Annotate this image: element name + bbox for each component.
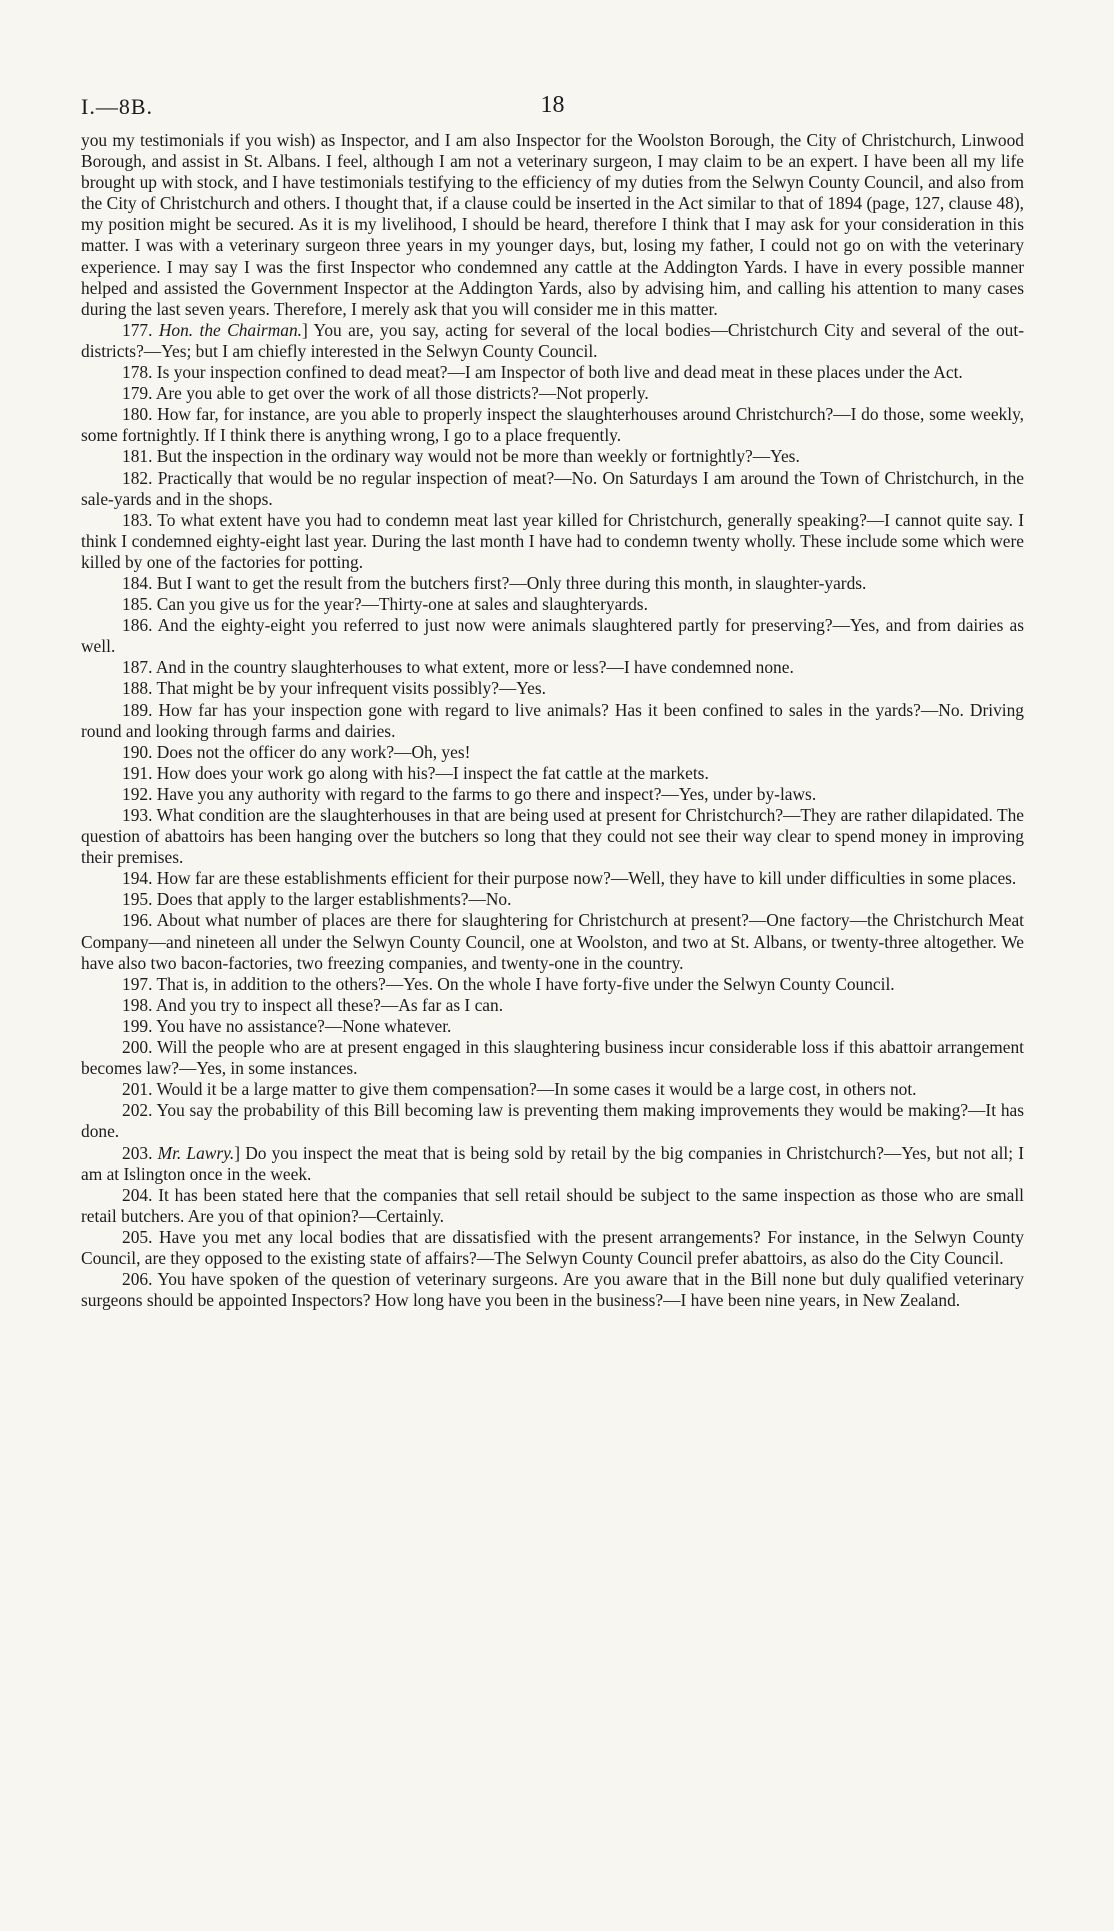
paragraph-text: 186. And the eighty-eight you referred to just now were animals slaughtered partly for preserving?—Yes, and from dairies as well. <box>81 615 1024 657</box>
paragraph-text: 192. Have you any authority with regard to the farms to go there and inspect?—Yes, under by-laws. <box>122 783 817 804</box>
question-paragraph <box>81 1185 1024 1227</box>
question-paragraph <box>81 700 1024 742</box>
question-paragraph <box>81 742 1024 763</box>
paragraph-text: ] Do you inspect the meat that is being sold by retail by the big companies in Christchurch?—Yes, but not all; I am at Islington once in the week. <box>81 1142 1025 1184</box>
question-paragraph <box>81 784 1024 805</box>
question-paragraph <box>81 763 1024 784</box>
paragraph-text: 200. Will the people who are at present engaged in this slaughtering business incur considerable loss if this abattoir arrangement becomes law?—Yes, in some instances. <box>81 1037 1024 1079</box>
question-paragraph <box>81 974 1024 995</box>
paragraph-text: 180. How far, for instance, are you able to properly inspect the slaughterhouses around Christchurch?—I do those, some weekly, some fortnightly. If I think there is anything wrong, I go to a place frequently. <box>81 404 1024 446</box>
question-paragraph <box>81 404 1024 446</box>
paragraph-text: 197. That is, in addition to the others?—Yes. On the whole I have forty-five under the Selwyn County Council. <box>122 973 895 994</box>
question-paragraph <box>81 510 1024 573</box>
paragraph-text: 185. Can you give us for the year?—Thirty-one at sales and slaughteryards. <box>122 594 648 615</box>
speaker-name: Hon. the Chairman. <box>158 319 302 340</box>
paragraph-text: ] You are, you say, acting for several of the local bodies—Christchurch City and several of the out-districts?—Yes; but I am chiefly interested in the Selwyn County Council. <box>81 319 1024 361</box>
paragraph-text: 193. What condition are the slaughterhouses in that are being used at present for Christchurch?—They are rather dilapidated. The question of abattoirs has been hanging over the butchers so long that they could not see their way clear to spend money in improving their premises. <box>81 805 1024 868</box>
paragraph-text: 194. How far are these establishments efficient for their purpose now?—Well, they have to kill under difficulties in some places. <box>122 868 1017 889</box>
paragraph-text: 177. <box>122 319 159 340</box>
speaker-name: Mr. Lawry. <box>157 1142 235 1163</box>
page-number: 18 <box>540 92 565 118</box>
question-paragraph <box>81 446 1024 467</box>
question-paragraph <box>81 1037 1024 1079</box>
paragraph-text: 198. And you try to inspect all these?—As far as I can. <box>122 994 504 1015</box>
paragraph-text: 196. About what number of places are there for slaughtering for Christchurch at present?—One factory—the Christchurch Meat Company—and nineteen all under the Selwyn County Council, one at Woolston, and two at St. Albans, or twenty-three altogether. We have also two bacon-factories, two freezing companies, and twenty-one in the country. <box>81 910 1024 973</box>
paragraph-text: 181. But the inspection in the ordinary way would not be more than weekly or fortnightly?—Yes. <box>122 446 800 467</box>
page-header <box>81 84 1024 130</box>
question-paragraph <box>81 657 1024 678</box>
question-paragraph <box>81 1227 1024 1269</box>
paragraph-text: 184. But I want to get the result from the butchers first?—Only three during this month, in slaughter-yards. <box>122 572 867 593</box>
question-paragraph <box>81 362 1024 383</box>
question-paragraph <box>81 320 1024 362</box>
paragraph-text: 179. Are you able to get over the work of all those districts?—Not properly. <box>122 383 649 404</box>
paragraph-text: you my testimonials if you wish) as Inspector, and I am also Inspector for the Woolston Borough, the City of Christchurch, Linwood Borough, and assist in St. Albans. I feel, although I am not a veterinary surgeon, I may claim to be an expert. I have been all my life brought up with stock, and I have testimonials testifying to the efficiency of my duties from the Selwyn County Council, and also from the City of Christchurch and others. I thought that, if a clause could be inserted in the Act similar to that of 1894 (page, 127, clause 48), my position might be secured. As it is my livelihood, I should be heard, therefore I think that I may ask for your consideration in this matter. I was with a veterinary surgeon three years in my younger days, but, losing my father, I could not go on with the veterinary experience. I may say I was the first Inspector who condemned any cattle at the Addington Yards. I have in every possible manner helped and assisted the Government Inspector at the Addington Yards, also by advising him, and calling his attention to many cases during the last seven years. Therefore, I merely ask that you will consider me in this matter. <box>81 130 1024 319</box>
paragraph-text: 199. You have no assistance?—None whatever. <box>122 1015 452 1036</box>
paragraph-text: 191. How does your work go along with his?—I inspect the fat cattle at the markets. <box>122 762 709 783</box>
question-paragraph <box>81 1100 1024 1142</box>
question-paragraph <box>81 805 1024 868</box>
question-paragraph <box>81 615 1024 657</box>
question-paragraph <box>81 995 1024 1016</box>
question-paragraph <box>81 383 1024 404</box>
minutes-of-evidence <box>81 130 1024 1311</box>
paragraph-text: 187. And in the country slaughterhouses to what extent, more or less?—I have condemned none. <box>122 657 794 678</box>
paragraph-text: 188. That might be by your infrequent visits possibly?—Yes. <box>122 678 546 699</box>
paper-reference: I.—8B. <box>81 94 153 119</box>
paragraph-text: 201. Would it be a large matter to give them compensation?—In some cases it would be a large cost, in others not. <box>122 1079 917 1100</box>
paragraph-text: 183. To what extent have you had to condemn meat last year killed for Christchurch, generally speaking?—I cannot quite say. I think I condemned eighty-eight last year. During the last month I have had to condemn twenty wholly. These include some which were killed by one of the factories for potting. <box>81 509 1024 572</box>
question-paragraph <box>81 1016 1024 1037</box>
question-paragraph <box>81 573 1024 594</box>
question-paragraph <box>81 910 1024 973</box>
paragraph-text: 189. How far has your inspection gone with regard to live animals? Has it been confined to sales in the yards?—No. Driving round and looking through farms and dairies. <box>81 699 1024 741</box>
question-paragraph <box>81 889 1024 910</box>
question-paragraph <box>81 1079 1024 1100</box>
paragraph-text: 178. Is your inspection confined to dead meat?—I am Inspector of both live and dead meat in these places under the Act. <box>122 362 963 383</box>
question-paragraph <box>81 1143 1024 1185</box>
paragraph-text: 190. Does not the officer do any work?—Oh, yes! <box>122 741 471 762</box>
paragraph-text: 182. Practically that would be no regular inspection of meat?—No. On Saturdays I am around the Town of Christchurch, in the sale-yards and in the shops. <box>81 467 1024 509</box>
paragraph-text: 205. Have you met any local bodies that are dissatisfied with the present arrangements? For instance, in the Selwyn County Council, are they opposed to the existing state of affairs?—The Selwyn County Council prefer abattoirs, as also do the City Council. <box>81 1226 1024 1268</box>
question-paragraph <box>81 594 1024 615</box>
paragraph-text: 206. You have spoken of the question of veterinary surgeons. Are you aware that in the Bill none but duly qualified veterinary surgeons should be appointed Inspectors? How long have you been in the business?—I have been nine years, in New Zealand. <box>81 1269 1024 1311</box>
paragraph-text: 195. Does that apply to the larger establishments?—No. <box>122 889 512 910</box>
paragraph-text: 203. <box>122 1142 158 1163</box>
question-paragraph <box>81 468 1024 510</box>
paragraph-text: 204. It has been stated here that the companies that sell retail should be subject to the same inspection as those who are small retail butchers. Are you of that opinion?—Certainly. <box>81 1184 1024 1226</box>
continued-paragraph <box>81 130 1024 320</box>
question-paragraph <box>81 868 1024 889</box>
question-paragraph <box>81 678 1024 699</box>
paragraph-text: 202. You say the probability of this Bill becoming law is preventing them making improvements they would be making?—It has done. <box>81 1100 1024 1142</box>
question-paragraph <box>81 1269 1024 1311</box>
